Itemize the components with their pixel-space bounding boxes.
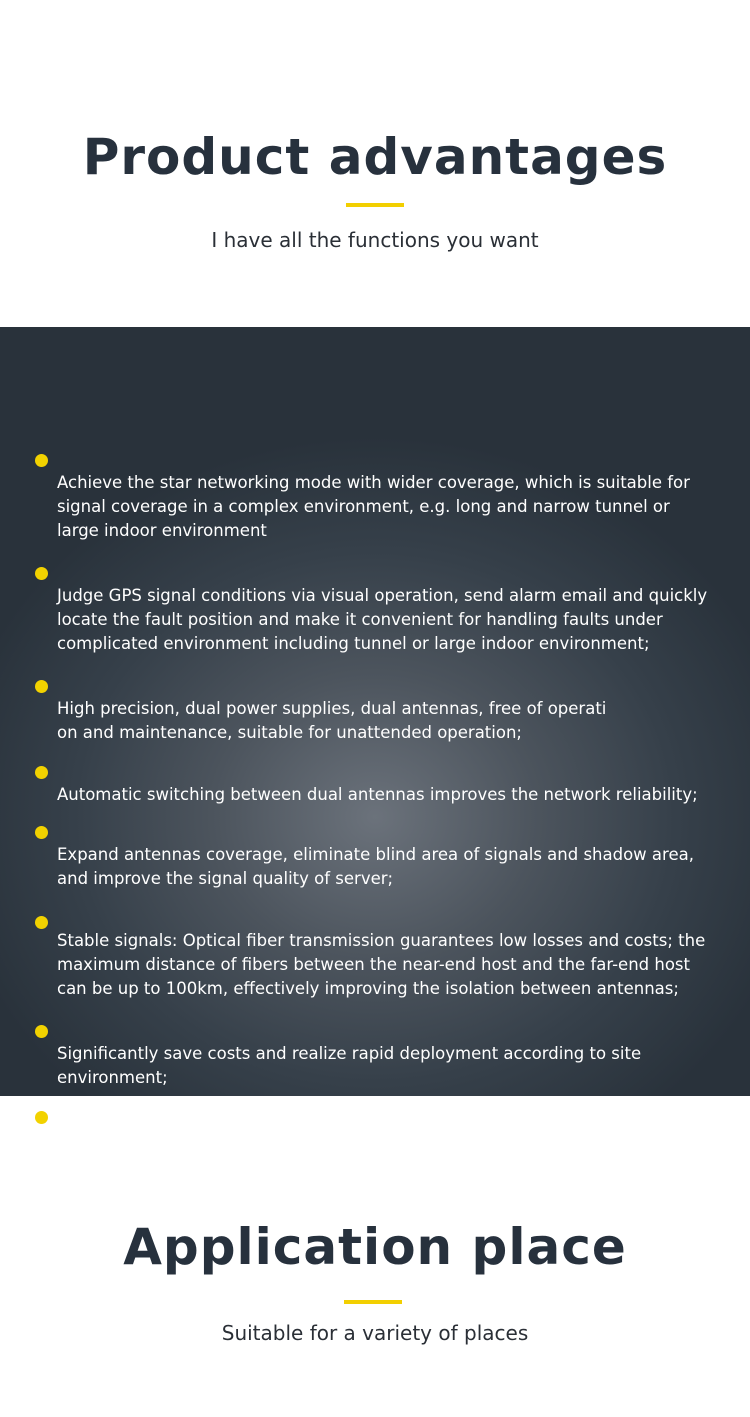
advantage-text: Expand antennas coverage, eliminate blind area of signals and shadow area, and improve the signal quality of server; bbox=[57, 845, 694, 888]
bullet-dot-icon bbox=[35, 766, 48, 779]
application-subtitle: Suitable for a variety of places bbox=[221, 1321, 529, 1345]
bullet-dot-icon bbox=[35, 916, 48, 929]
advantage-item bbox=[35, 1018, 735, 1090]
advantage-text: Near-end host and far-end host design guarantees the isolation and makes it convenient for engineering installation; bbox=[57, 1130, 693, 1173]
bullet-dot-icon bbox=[35, 567, 48, 580]
advantages-panel bbox=[0, 327, 750, 1173]
advantage-text: Stable signals: Optical fiber transmission guarantees low losses and costs; the maximum distance of fibers between the near-end host and the far-end host can be up to 100km, effectively improving the isolation between antennas; bbox=[57, 931, 706, 998]
bullet-dot-icon bbox=[35, 680, 48, 693]
advantage-item bbox=[35, 673, 735, 745]
advantages-accent-bar bbox=[346, 203, 404, 207]
advantages-subtitle: I have all the functions you want bbox=[211, 228, 539, 252]
advantage-item bbox=[35, 560, 735, 656]
advantage-text: Significantly save costs and realize rapid deployment according to site environment; bbox=[57, 1044, 642, 1087]
bullet-dot-icon bbox=[35, 826, 48, 839]
advantages-list bbox=[35, 447, 735, 1176]
bullet-dot-icon bbox=[35, 1025, 48, 1038]
application-title: Application place bbox=[123, 1218, 627, 1276]
advantage-text: Achieve the star networking mode with wider coverage, which is suitable for signal coverage in a complex environment, e.g. long and narrow tunnel or large indoor environment bbox=[57, 473, 690, 540]
advantages-title: Product advantages bbox=[82, 128, 668, 186]
application-accent-bar bbox=[344, 1300, 402, 1304]
advantage-text: Automatic switching between dual antennas improves the network reliability; bbox=[57, 785, 698, 804]
advantage-item bbox=[35, 1104, 735, 1176]
advantage-item bbox=[35, 447, 735, 543]
advantage-text: Judge GPS signal conditions via visual operation, send alarm email and quickly locate the fault position and make it convenient for handling faults under complicated environment including tunnel or large indoor environment; bbox=[57, 586, 708, 653]
advantage-item bbox=[35, 759, 735, 807]
advantage-text: High precision, dual power supplies, dual antennas, free of operati on and maintenance, suitable for unattended operation; bbox=[57, 699, 607, 742]
bullet-dot-icon bbox=[35, 454, 48, 467]
advantage-item bbox=[35, 905, 735, 1001]
advantage-item bbox=[35, 819, 735, 891]
bullet-dot-icon bbox=[35, 1111, 48, 1124]
